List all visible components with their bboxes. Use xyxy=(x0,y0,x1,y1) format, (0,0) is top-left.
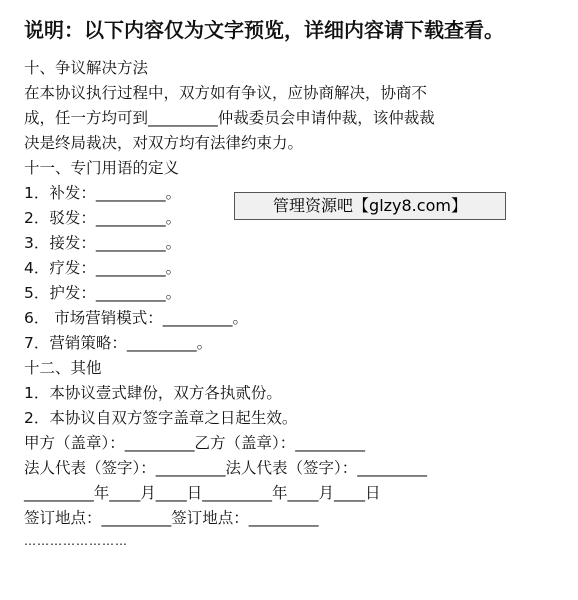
definition-item-3: 3．接发：_________。 xyxy=(24,234,182,252)
definition-item-7: 7．营销策略：_________。 xyxy=(24,334,213,352)
definition-item-4: 4．疗发：_________。 xyxy=(24,259,182,277)
document-body xyxy=(24,56,554,531)
dispute-paragraph-line-2: 成，任一方均可到_________仲裁委员会申请仲裁，该仲裁裁 xyxy=(24,109,435,127)
date-line: _________年____月____日_________年____月____日 xyxy=(24,484,381,502)
watermark-banner: 管理资源吧【glzy8.com】 xyxy=(234,192,506,220)
dispute-paragraph-line-1: 在本协议执行过程中，双方如有争议，应协商解决，协商不 xyxy=(24,84,428,102)
other-item-2: 2．本协议自双方签字盖章之日起生效。 xyxy=(24,409,298,427)
section-heading-dispute: 十、争议解决方法 xyxy=(24,59,149,77)
preview-notice: 说明：以下内容仅为文字预览，详细内容请下载查看。 xyxy=(24,18,504,42)
section-heading-definitions: 十一、专门用语的定义 xyxy=(24,159,180,177)
definition-item-2: 2．驳发：_________。 xyxy=(24,209,182,227)
trailing-dots: …………………… xyxy=(24,534,128,548)
dispute-paragraph-line-3: 决是终局裁决，对双方均有法律约束力。 xyxy=(24,134,304,152)
section-heading-other: 十二、其他 xyxy=(24,359,102,377)
seal-line: 甲方（盖章）：_________乙方（盖章）：_________ xyxy=(24,434,366,452)
definition-item-6: 6． 市场营销模式：_________。 xyxy=(24,309,249,327)
signing-place-line: 签订地点：_________签订地点：_________ xyxy=(24,509,319,527)
definition-item-5: 5．护发：_________。 xyxy=(24,284,182,302)
definition-item-1: 1．补发：_________。 xyxy=(24,184,182,202)
representative-line: 法人代表（签字）：_________法人代表（签字）：_________ xyxy=(24,459,428,477)
other-item-1: 1．本协议壹式肆份，双方各执贰份。 xyxy=(24,384,282,402)
